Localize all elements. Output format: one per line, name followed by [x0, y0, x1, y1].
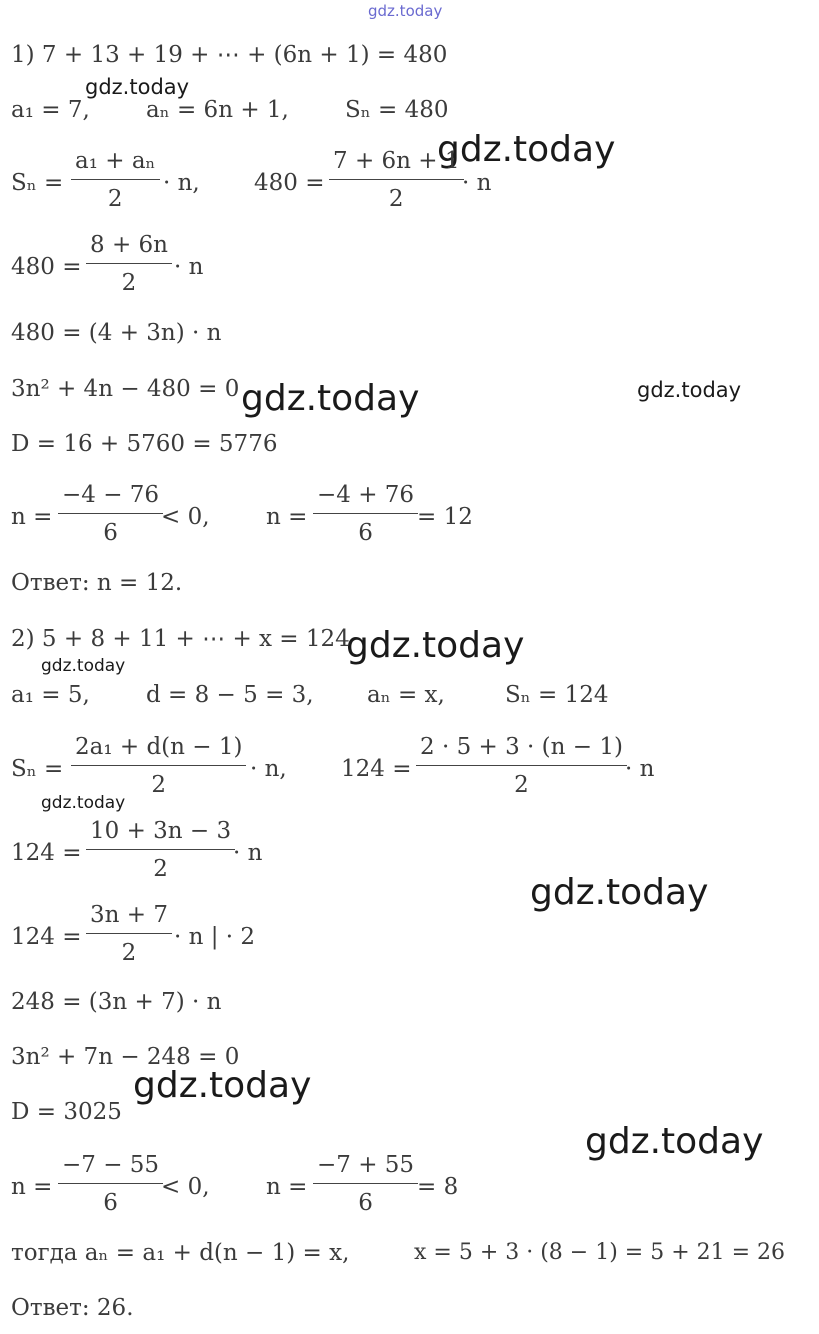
watermark: gdz.today: [637, 378, 742, 402]
fraction-denominator: 2: [107, 186, 123, 212]
answer-1: Ответ: n = 12.: [11, 570, 183, 596]
root-1a-fraction: [58, 484, 163, 545]
discriminant-1: D = 16 + 5760 = 5776: [11, 431, 278, 457]
then-formula: тогда aₙ = a₁ + d(n − 1) = x,: [11, 1240, 350, 1266]
substitution-label: 480 =: [254, 170, 325, 196]
substitution-tail: · n: [462, 170, 492, 196]
given2-an: aₙ = x,: [367, 682, 445, 708]
step-124a-fraction: [86, 820, 235, 881]
fraction-numerator: 2 · 5 + 3 · (n − 1): [416, 736, 627, 766]
watermark: gdz.today: [530, 872, 709, 913]
root-1a-tail: < 0,: [161, 504, 210, 530]
fraction-denominator: 2: [151, 772, 167, 798]
watermark: gdz.today: [368, 2, 443, 20]
step-480-label: 480 =: [11, 254, 82, 280]
answer-2: Ответ: 26.: [11, 1295, 134, 1321]
fraction-numerator: 8 + 6n: [86, 234, 172, 264]
x-computation: x = 5 + 3 · (8 − 1) = 5 + 21 = 26: [414, 1240, 786, 1265]
sum-formula-label: Sₙ =: [11, 170, 64, 196]
fraction-denominator: 6: [103, 1190, 118, 1216]
fraction-denominator: 6: [358, 1190, 373, 1216]
substitution2-tail: · n: [625, 756, 655, 782]
discriminant-2: D = 3025: [11, 1099, 122, 1125]
step-124b-label: 124 =: [11, 924, 82, 950]
step-124a-label: 124 =: [11, 840, 82, 866]
watermark: gdz.today: [241, 378, 420, 419]
substitution2-fraction: [416, 736, 627, 797]
watermark: gdz.today: [41, 656, 126, 676]
sum-formula-fraction: [71, 150, 160, 211]
watermark: gdz.today: [41, 793, 126, 813]
watermark: gdz.today: [133, 1065, 312, 1106]
sum-formula-tail: · n,: [163, 170, 200, 196]
fraction-denominator: 2: [121, 270, 137, 296]
problem-1-statement: 1) 7 + 13 + 19 + ⋯ + (6n + 1) = 480: [11, 42, 448, 68]
watermark: gdz.today: [85, 75, 190, 99]
fraction-numerator: 10 + 3n − 3: [86, 820, 235, 850]
step-480-tail: · n: [174, 254, 204, 280]
fraction-numerator: −7 + 55: [313, 1154, 418, 1184]
root-2a-tail: < 0,: [161, 1174, 210, 1200]
given-an: aₙ = 6n + 1,: [146, 97, 289, 123]
root-2b-fraction: [313, 1154, 418, 1215]
given2-d: d = 8 − 5 = 3,: [146, 682, 314, 708]
sum2-formula-fraction: [71, 736, 246, 797]
given-a1: a₁ = 7,: [11, 97, 90, 123]
fraction-denominator: 6: [358, 520, 373, 546]
fraction-denominator: 2: [121, 940, 137, 966]
root-1a-label: n =: [11, 504, 53, 530]
fraction-denominator: 6: [103, 520, 118, 546]
root-1b-tail: = 12: [417, 504, 473, 530]
step-factored: 480 = (4 + 3n) · n: [11, 320, 222, 346]
fraction-numerator: −4 + 76: [313, 484, 418, 514]
root-1b-fraction: [313, 484, 418, 545]
watermark: gdz.today: [346, 625, 525, 666]
fraction-numerator: −7 − 55: [58, 1154, 163, 1184]
substitution-fraction: [329, 150, 464, 211]
quadratic-2: 3n² + 7n − 248 = 0: [11, 1044, 240, 1070]
root-2b-tail: = 8: [417, 1174, 459, 1200]
step-480-fraction: [86, 234, 172, 295]
fraction-numerator: 2a₁ + d(n − 1): [71, 736, 246, 766]
fraction-numerator: 3n + 7: [86, 904, 172, 934]
fraction-numerator: a₁ + aₙ: [71, 150, 160, 180]
root-2b-label: n =: [266, 1174, 308, 1200]
given2-a1: a₁ = 5,: [11, 682, 90, 708]
step-124b-tail: · n | · 2: [174, 924, 256, 950]
step-124b-fraction: [86, 904, 172, 965]
quadratic-1: 3n² + 4n − 480 = 0: [11, 376, 240, 402]
substitution2-label: 124 =: [341, 756, 412, 782]
sum2-formula-label: Sₙ =: [11, 756, 64, 782]
given-sn: Sₙ = 480: [345, 97, 449, 123]
step-248: 248 = (3n + 7) · n: [11, 989, 222, 1015]
sum2-formula-tail: · n,: [250, 756, 287, 782]
fraction-denominator: 2: [388, 186, 404, 212]
root-1b-label: n =: [266, 504, 308, 530]
step-124a-tail: · n: [233, 840, 263, 866]
root-2a-label: n =: [11, 1174, 53, 1200]
fraction-numerator: 7 + 6n + 1: [329, 150, 464, 180]
fraction-denominator: 2: [514, 772, 529, 798]
problem-2-statement: 2) 5 + 8 + 11 + ⋯ + x = 124: [11, 626, 350, 652]
fraction-numerator: −4 − 76: [58, 484, 163, 514]
given2-sn: Sₙ = 124: [505, 682, 609, 708]
fraction-denominator: 2: [153, 856, 168, 882]
watermark: gdz.today: [585, 1121, 764, 1162]
root-2a-fraction: [58, 1154, 163, 1215]
watermark: gdz.today: [437, 129, 616, 170]
